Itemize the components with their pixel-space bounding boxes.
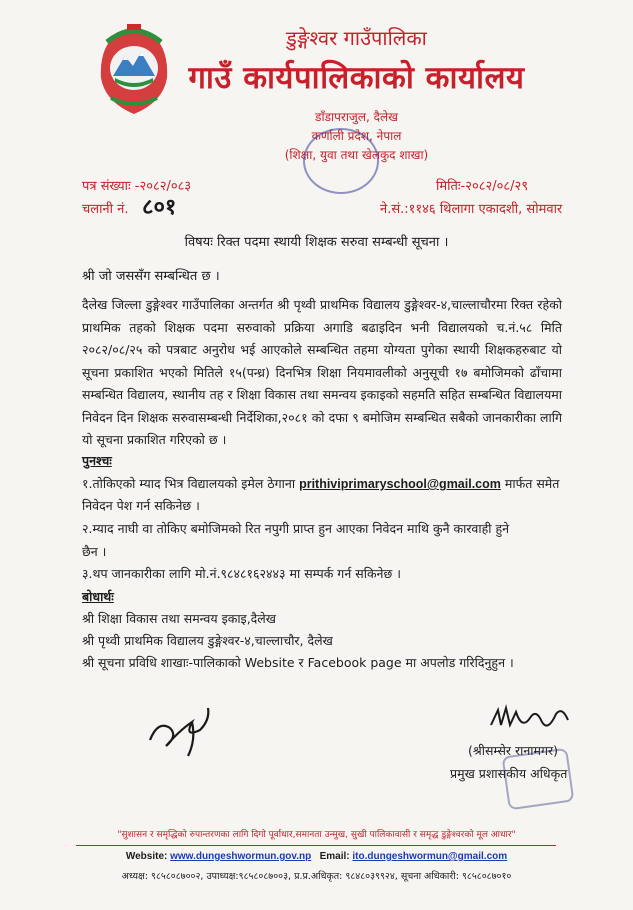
bodhartha-item: श्री पृथ्वी प्राथमिक विद्यालय डुङ्गेश्वर-४,चाल्लाचौर, दैलेख	[82, 633, 333, 648]
salutation: श्री जो जससँग सम्बन्धित छ ।	[82, 269, 220, 284]
email-label: Email:	[319, 851, 350, 862]
website-label: Website:	[125, 851, 168, 862]
postscript-1-cont: निवेदन पेश गर्न सकिनेछ ।	[82, 498, 200, 513]
punashcha-heading: पुनश्चः	[82, 453, 112, 468]
bodhartha-item: श्री सूचना प्रविधि शाखाः-पालिकाको Website र Facebook page मा अपलोड गरिदिनुहुन ।	[82, 655, 514, 670]
bodhartha-heading: बोधार्थः	[82, 589, 114, 604]
postscript-1-tail: मार्फत समेत	[504, 476, 560, 491]
office-title: गाउँ कार्यपालिकाको कार्यालय	[188, 60, 525, 96]
municipality-name: डुङ्गेश्वर गाउँपालिका	[286, 26, 427, 50]
officer-stamp	[502, 748, 575, 811]
footer-contacts: अध्यक्ष: ९८५८०८७००२, उपाध्यक्ष:९८५८०८७००३, प्र.प्र.अधिकृत: ९८४८०३९९२४, सूचना अधिकारी: ९८५८०८७०१०	[121, 871, 512, 882]
signatory-title: प्रमुख प्रशासकीय अधिकृत	[450, 766, 568, 781]
office-stamp	[303, 128, 379, 194]
section-name: (शिक्षा, युवा तथा खेलकुद शाखा)	[284, 148, 429, 162]
office-address: डाँडापराजुल, दैलेख	[315, 110, 398, 124]
chalani-number: ८०१	[142, 194, 177, 220]
website-link[interactable]: www.dungeshwormun.gov.np	[170, 851, 312, 862]
nepal-sambat-date: ने.सं.:११४६ थिलागा एकादशी, सोमवार	[380, 202, 563, 217]
postscript-2-cont: छैन ।	[82, 544, 107, 559]
footer-divider	[76, 845, 556, 846]
postscript-1	[82, 475, 559, 492]
patra-sankhya: पत्र संख्याः -२०८२/०८३	[82, 179, 192, 194]
province-name: कर्णाली प्रदेश, नेपाल	[311, 129, 402, 143]
left-signature-icon	[140, 700, 230, 760]
officer-signature-icon	[486, 700, 576, 740]
letter-date: मितिः-२०८२/०८/२९	[436, 179, 529, 194]
postscript-2: २.म्याद नाघी वा तोकिए बमोजिमको रित नपुगी प्राप्त हुन आएका निवेदन माथि कुनै कारवाही हुने	[82, 521, 510, 536]
bodhartha-item: श्री शिक्षा विकास तथा समन्वय इकाइ,दैलेख	[82, 611, 277, 626]
postscript-1-text: १.तोकिएको म्याद भित्र विद्यालयको इमेल ठेगाना	[82, 476, 296, 491]
footer-motto: "सुशासन र समृद्धिको रुपान्तरणका लागि दिगो पूर्वाधार,समानता उन्मुख, सुखी पालिकावासी र समृद्ध डुङ्गेश्वरको मूल आधार"	[117, 830, 516, 840]
school-email-link[interactable]: prithiviprimaryschool@gmail.com	[299, 477, 501, 491]
main-paragraph: दैलेख जिल्ला डुङ्गेश्वर गाउँपालिका अन्तर्गत श्री पृथ्वी प्राथमिक विद्यालय डुङ्गेश्वर-४,चाल्लाचौरमा रिक्त रहेको प्राथमिक तहको शिक्षक पदमा सरुवाको प्रक्रिया अगाडि बढाइदिन भनी विद्यालयको च.नं.५८ मिति २०८२/०८/२५ को पत्रबाट अनुरोध भई आएकोले सम्बन्धित तहमा योग्यता पुगेका स्थायी शिक्षकहरुबाट यो सूचना प्रकाशित भएको मितिले १५(पन्ध्र) दिनभित्र शिक्षा नियमावलीको अनुसूची १७ बमोजिमको ढाँचामा सम्बन्धित विद्यालय, स्थानीय तह र शिक्षा विकास तथा समन्वय इकाइको सहमति सहित सम्बन्धित विद्यालयमा निवेदन दिन शिक्षक सरुवासम्बन्धी निर्देशिका,२०८१ को दफा ९ बमोजिम सम्बन्धित सबैको जानकारीका लागि यो सूचना प्रकाशित गरिएको छ ।	[82, 297, 562, 447]
chalani-label: चलानी नं.	[82, 202, 129, 217]
subject-line: विषयः रिक्त पदमा स्थायी शिक्षक सरुवा सम्बन्धी सूचना ।	[184, 235, 449, 250]
postscript-3: ३.थप जानकारीका लागि मो.नं.९८४८१६२४४३ मा सम्पर्क गर्न सकिनेछ ।	[82, 566, 401, 581]
signatory-name: (श्रीसम्सेर रानामगर)	[468, 743, 559, 758]
footer-web-line	[0, 851, 633, 862]
email-link[interactable]: ito.dungeshwormun@gmail.com	[352, 851, 508, 862]
